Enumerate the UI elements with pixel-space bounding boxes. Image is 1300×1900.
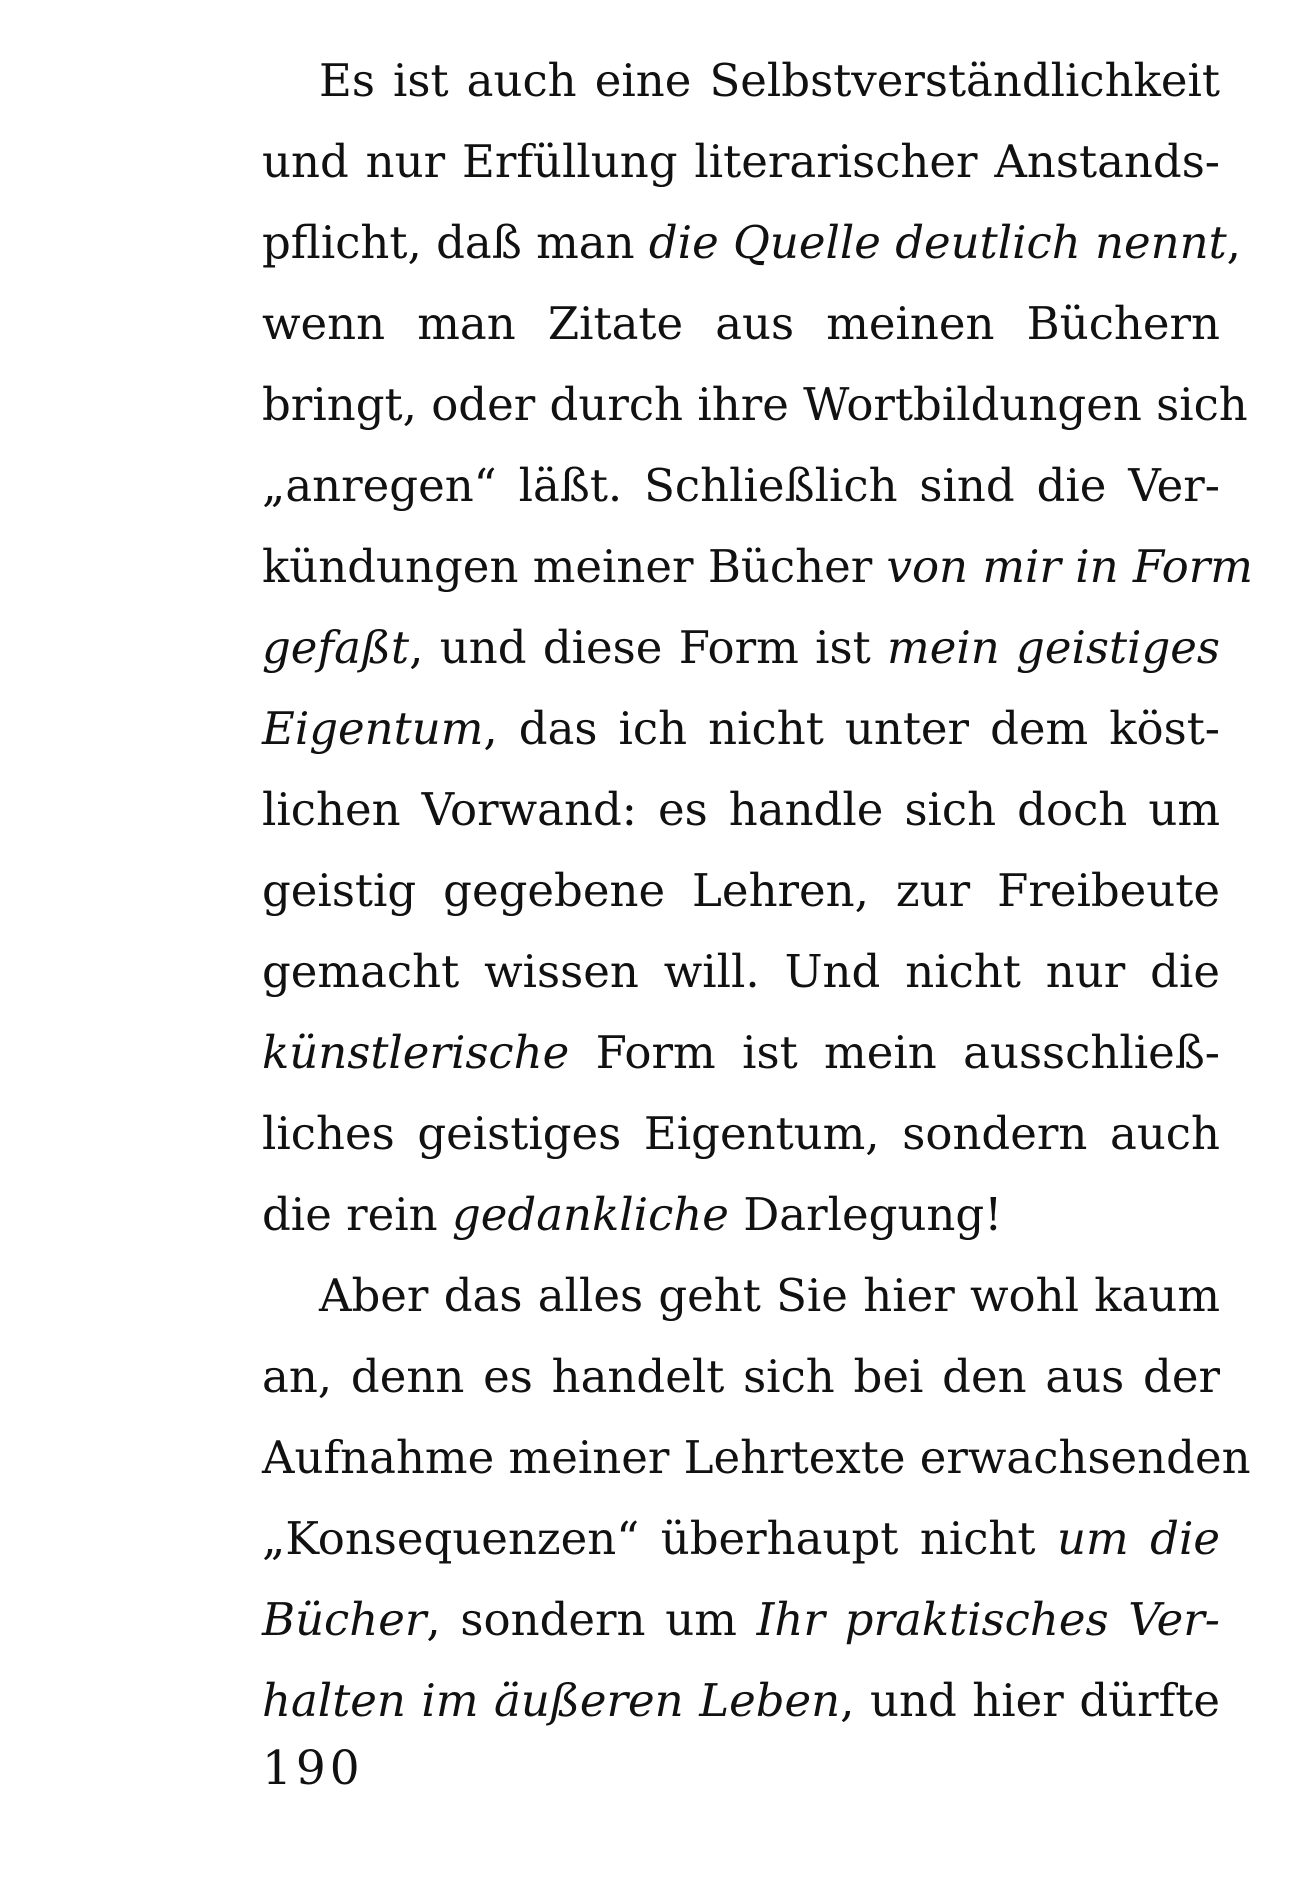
italic-text-span: gefaßt xyxy=(262,621,410,674)
text-line xyxy=(262,850,1220,931)
text-line xyxy=(262,364,1248,445)
italic-text-span: künstlerische xyxy=(262,1026,570,1079)
text-span: , das ich nicht unter dem köst- xyxy=(483,702,1220,755)
text-span: an, denn es handelt sich bei den aus der xyxy=(262,1350,1220,1403)
text-span: Es ist auch eine Selbstverständlichkeit xyxy=(319,54,1220,107)
body-text xyxy=(262,40,1253,1741)
italic-text-span: um die xyxy=(1057,1512,1220,1565)
text-span: und nur Erfüllung literarischer Anstands- xyxy=(262,135,1220,188)
italic-text-span: von mir in Form xyxy=(886,540,1253,593)
text-line xyxy=(262,1336,1220,1417)
text-line xyxy=(262,769,1220,850)
text-span: liches geistiges Eigentum, sondern auch xyxy=(262,1107,1220,1160)
text-line xyxy=(262,121,1220,202)
italic-text-span: die Quelle deutlich nennt xyxy=(648,216,1227,269)
italic-text-span: mein geistiges xyxy=(887,621,1220,674)
text-span: , und diese Form ist xyxy=(409,621,888,674)
text-span: gemacht wissen will. Und nicht nur die xyxy=(262,945,1220,998)
text-line xyxy=(262,40,1220,121)
text-line xyxy=(262,931,1220,1012)
page-number: 190 xyxy=(262,1741,364,1796)
text-line xyxy=(262,1417,1251,1498)
text-line xyxy=(262,1579,1220,1660)
text-span: wenn man Zitate aus meinen Büchern xyxy=(262,297,1220,350)
text-span: , und hier dürfte xyxy=(840,1674,1221,1727)
text-span: bringt, oder durch ihre Wortbildungen sich xyxy=(262,378,1248,431)
text-line xyxy=(262,688,1220,769)
text-span: Aber das alles geht Sie hier wohl kaum xyxy=(319,1269,1220,1322)
italic-text-span: gedankliche xyxy=(451,1188,729,1241)
text-span: die rein xyxy=(262,1188,452,1241)
text-span: Form ist mein ausschließ- xyxy=(569,1026,1220,1079)
italic-text-span: Ihr praktisches Ver- xyxy=(756,1593,1221,1646)
text-line xyxy=(262,202,1241,283)
text-span: „Konsequenzen“ überhaupt nicht xyxy=(262,1512,1058,1565)
text-line xyxy=(262,283,1220,364)
text-line xyxy=(262,1498,1220,1579)
text-line xyxy=(262,1174,1220,1255)
italic-text-span: Bücher xyxy=(262,1593,427,1646)
text-line xyxy=(262,445,1220,526)
text-span: , sondern um xyxy=(426,1593,757,1646)
italic-text-span: halten im äußeren Leben xyxy=(262,1674,841,1727)
text-line xyxy=(262,607,1220,688)
text-span: lichen Vorwand: es handle sich doch um xyxy=(262,783,1220,836)
text-line xyxy=(262,1012,1220,1093)
text-span: „anregen“ läßt. Schließlich sind die Ver- xyxy=(262,459,1220,512)
text-line xyxy=(262,526,1253,607)
text-span: Darlegung! xyxy=(728,1188,1003,1241)
text-span: , xyxy=(1226,216,1241,269)
text-line xyxy=(262,1093,1220,1174)
text-span: geistig gegebene Lehren, zur Freibeute xyxy=(262,864,1220,917)
text-span: pflicht, daß man xyxy=(262,216,649,269)
italic-text-span: Eigentum xyxy=(262,702,484,755)
text-line xyxy=(262,1255,1220,1336)
text-span: Aufnahme meiner Lehrtexte erwachsenden xyxy=(262,1431,1251,1484)
text-line xyxy=(262,1660,1220,1741)
text-span: kündungen meiner Bücher xyxy=(262,540,887,593)
